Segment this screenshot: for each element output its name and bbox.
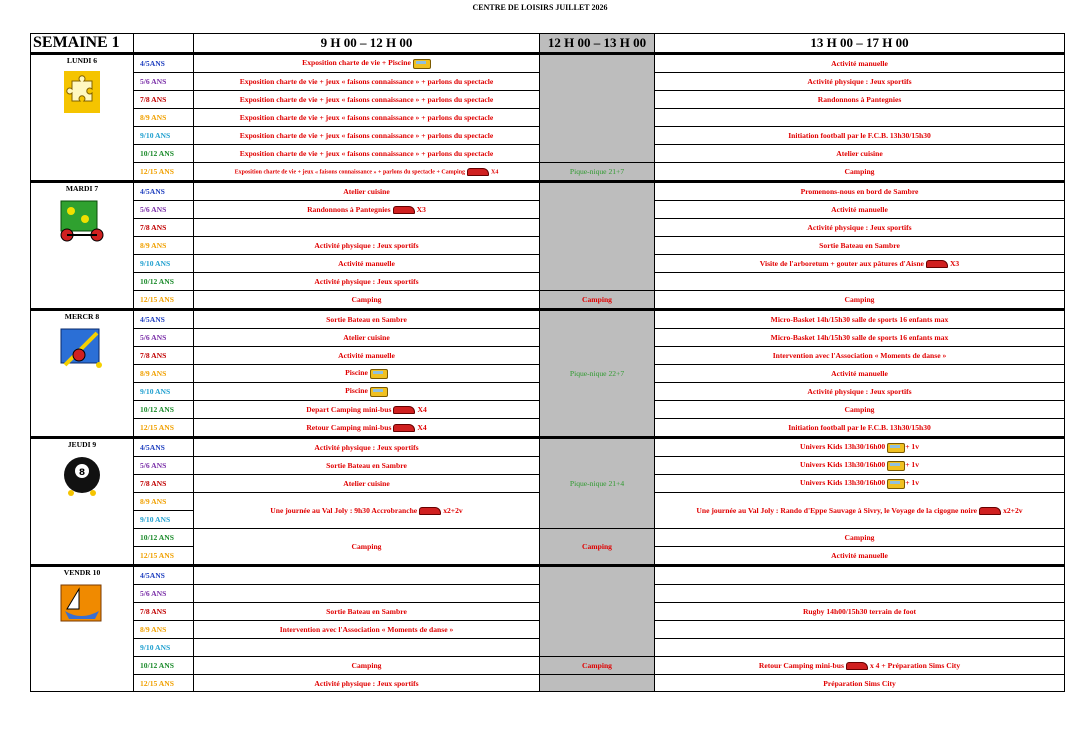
activity-text: Piscine	[345, 368, 368, 378]
page-title: CENTRE DE LOISIRS JUILLET 2026	[472, 3, 608, 12]
afternoon-cell	[655, 493, 1065, 529]
activity-text: Une journée au Val Joly : Rando d'Eppe Sauvage à Sivry, le Voyage de la cigogne noire	[696, 505, 978, 515]
age-label: 7/8 ANS	[134, 603, 194, 621]
count-text: x2+2v	[443, 505, 463, 515]
afternoon-cell: Activité manuelle	[655, 365, 1065, 383]
afternoon-cell: Rugby 14h00/15h30 terrain de foot	[655, 603, 1065, 621]
afternoon-cell: Activité manuelle	[655, 547, 1065, 566]
afternoon-cell	[655, 457, 1065, 475]
morning-cell: Camping	[194, 657, 540, 675]
afternoon-cell	[655, 566, 1065, 585]
activity-text: Univers Kids 13h30/16h00	[799, 460, 886, 470]
afternoon-cell	[655, 657, 1065, 675]
morning-cell	[194, 566, 540, 585]
table-row	[31, 438, 1065, 457]
age-label: 8/9 ANS	[134, 109, 194, 127]
day-label: JEUDI 9	[67, 440, 97, 449]
activity-text: Univers Kids 13h30/16h00	[799, 478, 886, 488]
day-cell	[31, 182, 134, 310]
afternoon-cell	[655, 585, 1065, 603]
table-row	[31, 675, 1065, 692]
morning-cell: Activité physique : Jeux sportifs	[194, 237, 540, 255]
age-label: 10/12 ANS	[134, 273, 194, 291]
count-text: X4	[417, 404, 427, 414]
bus-icon	[370, 387, 388, 397]
day-label: VENDR 10	[63, 568, 101, 577]
day-cell	[31, 310, 134, 438]
noon-camping-cell: Camping	[540, 657, 655, 675]
picnic-text: Pique-nique 21+4	[569, 479, 625, 488]
afternoon-cell: Sortie Bateau en Sambre	[655, 237, 1065, 255]
age-label: 4/5ANS	[134, 182, 194, 201]
noon-camping-cell: Camping	[540, 291, 655, 310]
morning-cell	[194, 493, 540, 529]
count-text: x 4 + Préparation Sims City	[869, 660, 961, 670]
bus-icon	[887, 443, 905, 453]
age-label: 12/15 ANS	[134, 547, 194, 566]
morning-cell: Atelier cuisine	[194, 182, 540, 201]
bus-icon	[370, 369, 388, 379]
morning-cell: Activité manuelle	[194, 347, 540, 365]
age-label: 12/15 ANS	[134, 163, 194, 182]
afternoon-cell: Camping	[655, 163, 1065, 182]
age-label: 9/10 ANS	[134, 383, 194, 401]
afternoon-cell: Préparation Sims City	[655, 675, 1065, 692]
age-label: 7/8 ANS	[134, 91, 194, 109]
age-label: 5/6 ANS	[134, 73, 194, 91]
afternoon-cell	[655, 273, 1065, 291]
day-label: LUNDI 6	[66, 56, 98, 65]
afternoon-cell: Camping	[655, 291, 1065, 310]
morning-cell	[194, 219, 540, 237]
table-row	[31, 310, 1065, 329]
age-label: 9/10 ANS	[134, 511, 194, 529]
age-label: 5/6 ANS	[134, 329, 194, 347]
header-row	[31, 34, 1065, 54]
picnic-text: Pique-nique 22+7	[569, 369, 625, 378]
noon-cell	[540, 182, 655, 291]
day-label: MARDI 7	[65, 184, 99, 193]
age-label: 8/9 ANS	[134, 621, 194, 639]
day-block-jeudi	[31, 438, 1065, 566]
count-text: X4	[417, 422, 427, 432]
afternoon-header: 13 H 00 – 17 H 00	[655, 34, 1065, 54]
minibus-icon	[393, 206, 415, 214]
morning-cell: Exposition charte de vie + jeux « faisons connaissance » + parlons du spectacle	[194, 91, 540, 109]
age-label: 8/9 ANS	[134, 365, 194, 383]
age-label: 7/8 ANS	[134, 219, 194, 237]
activity-text: Visite de l'arboretum + gouter aux pâtures d'Aisne	[759, 258, 924, 268]
age-label: 10/12 ANS	[134, 657, 194, 675]
age-label: 5/6 ANS	[134, 457, 194, 475]
afternoon-cell: Intervention avec l'Association « Moments de danse »	[655, 347, 1065, 365]
bus-icon	[887, 461, 905, 471]
age-label: 8/9 ANS	[134, 237, 194, 255]
age-label: 4/5ANS	[134, 566, 194, 585]
age-label: 9/10 ANS	[134, 255, 194, 273]
afternoon-cell: Activité manuelle	[655, 54, 1065, 73]
age-label: 5/6 ANS	[134, 585, 194, 603]
count-text: + 1v	[905, 460, 920, 470]
noon-cell	[540, 310, 655, 438]
age-label: 4/5ANS	[134, 54, 194, 73]
age-label: 4/5ANS	[134, 438, 194, 457]
minibus-icon	[926, 260, 948, 268]
boat-icon	[57, 581, 107, 627]
age-label: 10/12 ANS	[134, 401, 194, 419]
morning-cell: Activité manuelle	[194, 255, 540, 273]
morning-cell	[194, 201, 540, 219]
morning-cell: Intervention avec l'Association « Moments de danse »	[194, 621, 540, 639]
age-label: 9/10 ANS	[134, 127, 194, 145]
activity-text: Randonnons à Pantegnies	[307, 204, 391, 214]
afternoon-cell: Initiation football par le F.C.B. 13h30/15h30	[655, 419, 1065, 438]
afternoon-cell	[655, 109, 1065, 127]
minibus-icon	[846, 662, 868, 670]
morning-cell: Activité physique : Jeux sportifs	[194, 273, 540, 291]
noon-cell	[540, 675, 655, 692]
picnic-cell: Pique-nique 21+7	[540, 163, 655, 182]
afternoon-cell: Micro-Basket 14h/15h30 salle de sports 16 enfants max	[655, 329, 1065, 347]
afternoon-cell: Activité physique : Jeux sportifs	[655, 73, 1065, 91]
noon-header: 12 H 00 – 13 H 00	[540, 34, 655, 54]
noon-cell	[540, 566, 655, 657]
activity-text: Retour Camping mini-bus	[758, 660, 844, 670]
morning-cell	[194, 54, 540, 73]
day-block-lundi	[31, 54, 1065, 182]
table-row	[31, 163, 1065, 182]
morning-cell: Sortie Bateau en Sambre	[194, 603, 540, 621]
afternoon-cell	[655, 255, 1065, 273]
activity-text: Exposition charte de vie + Piscine	[302, 58, 411, 68]
day-cell	[31, 566, 134, 692]
puzzle-icon	[60, 69, 104, 115]
afternoon-cell	[655, 438, 1065, 457]
morning-cell: Exposition charte de vie + jeux « faisons connaissance » + parlons du spectacle	[194, 109, 540, 127]
minibus-icon	[979, 507, 1001, 515]
age-label: 12/15 ANS	[134, 675, 194, 692]
afternoon-cell: Promenons-nous en bord de Sambre	[655, 182, 1065, 201]
minibus-icon	[419, 507, 441, 515]
age-label: 10/12 ANS	[134, 145, 194, 163]
morning-cell	[194, 401, 540, 419]
afternoon-cell: Atelier cuisine	[655, 145, 1065, 163]
table-row	[31, 182, 1065, 201]
morning-cell	[194, 639, 540, 657]
week-header: SEMAINE 1	[31, 34, 134, 54]
count-text: X4	[491, 168, 499, 175]
activity-text: Univers Kids 13h30/16h00	[799, 442, 886, 452]
morning-cell: Atelier cuisine	[194, 475, 540, 493]
day-cell	[31, 54, 134, 182]
morning-cell	[194, 419, 540, 438]
morning-cell: Camping	[194, 291, 540, 310]
table-row	[31, 291, 1065, 310]
minibus-icon	[393, 406, 415, 414]
morning-cell	[194, 383, 540, 401]
count-text: X3	[949, 258, 960, 268]
morning-cell	[194, 585, 540, 603]
age-label: 12/15 ANS	[134, 291, 194, 310]
age-label: 9/10 ANS	[134, 639, 194, 657]
age-label: 12/15 ANS	[134, 419, 194, 438]
afternoon-cell: Randonnons à Pantegnies	[655, 91, 1065, 109]
morning-cell: Exposition charte de vie + jeux « faisons connaissance » + parlons du spectacle	[194, 127, 540, 145]
age-label: 7/8 ANS	[134, 475, 194, 493]
afternoon-cell: Activité physique : Jeux sportifs	[655, 219, 1065, 237]
morning-cell: Sortie Bateau en Sambre	[194, 310, 540, 329]
table-row	[31, 657, 1065, 675]
morning-cell: Activité physique : Jeux sportifs	[194, 675, 540, 692]
morning-cell: Atelier cuisine	[194, 329, 540, 347]
afternoon-cell: Activité manuelle	[655, 201, 1065, 219]
noon-cell	[540, 438, 655, 529]
minibus-icon	[467, 168, 489, 176]
activity-text: Exposition charte de vie + jeux « faisons connaissance » + parlons du spectacle + Camping	[234, 168, 466, 175]
count-text: X3	[416, 204, 426, 214]
table-row	[31, 54, 1065, 73]
day-cell	[31, 438, 134, 566]
count-text: + 1v	[905, 478, 920, 488]
count-text: + 1v	[905, 442, 920, 452]
bus-icon	[887, 479, 905, 489]
morning-cell: Sortie Bateau en Sambre	[194, 457, 540, 475]
afternoon-cell	[655, 621, 1065, 639]
day-block-mardi	[31, 182, 1065, 310]
morning-cell: Exposition charte de vie + jeux « faisons connaissance » + parlons du spectacle	[194, 145, 540, 163]
afternoon-cell: Camping	[655, 401, 1065, 419]
day-block-vendredi	[31, 566, 1065, 692]
billiard-ball-icon	[57, 453, 107, 499]
age-label: 4/5ANS	[134, 310, 194, 329]
minibus-icon	[393, 424, 415, 432]
activity-text: Une journée au Val Joly : 9h30 Accrobranche	[270, 505, 418, 515]
afternoon-cell	[655, 639, 1065, 657]
day-block-mercredi	[31, 310, 1065, 438]
afternoon-cell: Camping	[655, 529, 1065, 547]
morning-cell: Activité physique : Jeux sportifs	[194, 438, 540, 457]
hockey-icon	[57, 325, 107, 371]
morning-cell: Camping	[194, 529, 540, 566]
activity-text: Piscine	[345, 386, 368, 396]
schedule-table	[30, 33, 1065, 692]
scooter-icon	[57, 197, 107, 243]
afternoon-cell: Micro-Basket 14h/15h30 salle de sports 16 enfants max	[655, 310, 1065, 329]
age-label: 5/6 ANS	[134, 201, 194, 219]
table-row	[31, 566, 1065, 585]
afternoon-cell: Initiation football par le F.C.B. 13h30/15h30	[655, 127, 1065, 145]
count-text: x2+2v	[1003, 505, 1023, 515]
afternoon-cell: Activité physique : Jeux sportifs	[655, 383, 1065, 401]
table-row	[31, 529, 1065, 547]
morning-cell	[194, 163, 540, 182]
morning-cell	[194, 365, 540, 383]
afternoon-cell	[655, 475, 1065, 493]
bus-icon	[413, 59, 431, 69]
svg-text:8: 8	[78, 468, 86, 478]
morning-cell: Exposition charte de vie + jeux « faisons connaissance » + parlons du spectacle	[194, 73, 540, 91]
morning-header: 9 H 00 – 12 H 00	[194, 34, 540, 54]
age-header	[134, 34, 194, 54]
age-label: 7/8 ANS	[134, 347, 194, 365]
activity-text: Depart Camping mini-bus	[306, 404, 392, 414]
activity-text: Retour Camping mini-bus	[306, 422, 392, 432]
noon-camping-cell: Camping	[540, 529, 655, 566]
noon-cell	[540, 54, 655, 163]
age-label: 8/9 ANS	[134, 493, 194, 511]
day-label: MERCR 8	[64, 312, 100, 321]
age-label: 10/12 ANS	[134, 529, 194, 547]
